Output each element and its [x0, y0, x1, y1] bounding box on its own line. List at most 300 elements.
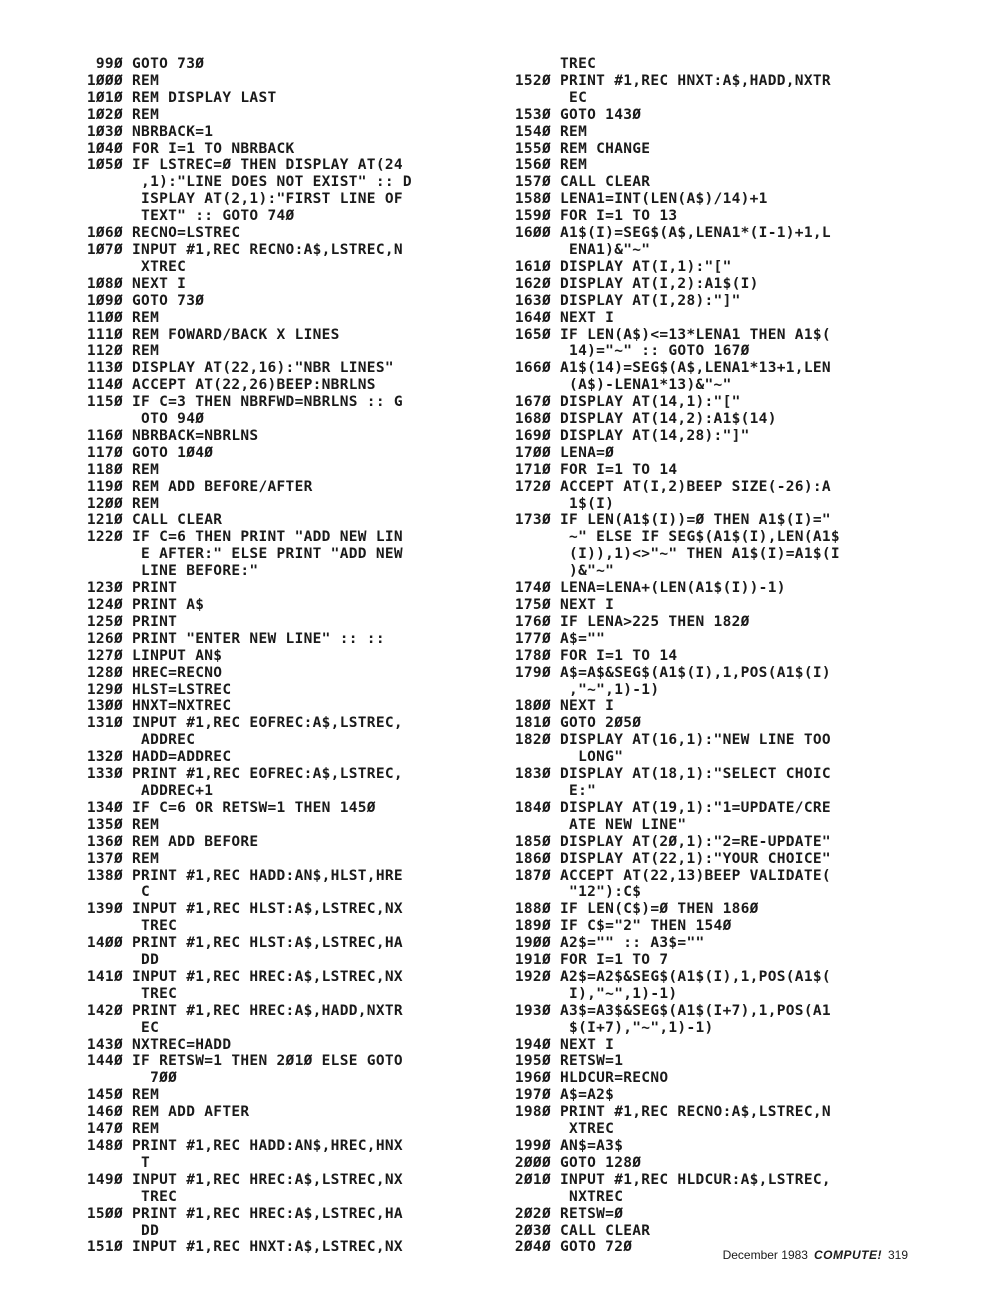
statement-text: PRINT #1,REC HADD:AN$,HLST,HRE — [123, 867, 403, 884]
code-line — [66, 512, 478, 529]
statement-text: REM — [123, 816, 160, 833]
code-line — [494, 107, 914, 124]
code-line-continuation — [66, 563, 478, 580]
statement-text: E:" — [551, 782, 597, 799]
code-line — [66, 631, 478, 648]
statement-text: ACCEPT AT(22,13)BEEP VALIDATE( — [551, 867, 831, 884]
code-line — [494, 665, 914, 682]
line-number: 199Ø — [514, 1138, 551, 1154]
line-number: 126Ø — [86, 630, 123, 647]
code-line — [494, 411, 914, 428]
statement-text: IF LEN(A$)<=13*LENA1 THEN A1$( — [551, 326, 831, 343]
statement-text: A2$=A2$&SEG$(A1$(I),1,POS(A1$( — [551, 968, 831, 985]
line-number: 162Ø — [514, 275, 551, 292]
line-number: 11ØØ — [86, 309, 123, 326]
line-number: 118Ø — [86, 461, 123, 478]
statement-text: IF RETSW=1 THEN 2Ø1Ø ELSE GOTO — [123, 1053, 403, 1070]
line-number: 197Ø — [514, 1087, 551, 1104]
statement-text: DISPLAY AT(I,2):A1$(I) — [551, 275, 759, 292]
code-line — [494, 394, 914, 411]
code-line — [494, 715, 914, 732]
statement-text: RETSW=Ø — [551, 1205, 624, 1222]
code-line — [66, 648, 478, 665]
code-line-continuation — [494, 242, 914, 259]
code-line — [494, 1172, 914, 1189]
code-line — [66, 293, 478, 310]
listing-column-left — [66, 56, 478, 1256]
code-line — [66, 868, 478, 885]
line-number: 193Ø — [514, 1002, 551, 1019]
line-number: 147Ø — [86, 1121, 123, 1138]
line-number: 158Ø — [514, 191, 551, 208]
code-line — [494, 952, 914, 969]
code-line-continuation — [494, 343, 914, 360]
statement-text: LINPUT AN$ — [123, 647, 223, 664]
code-line — [494, 225, 914, 242]
code-line — [494, 1155, 914, 1172]
line-number — [494, 90, 551, 107]
code-line — [494, 157, 914, 174]
code-line — [66, 479, 478, 496]
code-line — [494, 1087, 914, 1104]
code-line — [66, 935, 478, 952]
statement-text: NXTREC=HADD — [123, 1036, 232, 1053]
code-line — [494, 360, 914, 377]
line-number: 12ØØ — [86, 495, 123, 512]
statement-text: PRINT "ENTER NEW LINE" :: :: — [123, 630, 385, 647]
line-number: 159Ø — [514, 208, 551, 225]
line-number: 146Ø — [86, 1104, 123, 1121]
line-number: 112Ø — [86, 343, 123, 360]
statement-text: ,"~",1)-1) — [551, 681, 660, 698]
statement-text: PRINT #1,REC EOFREC:A$,LSTREC, — [123, 766, 403, 783]
code-line — [494, 1223, 914, 1240]
line-number — [494, 242, 551, 259]
statement-text: I),"~",1)-1) — [551, 985, 678, 1002]
statement-text: NEXT I — [551, 597, 615, 613]
code-line — [494, 1053, 914, 1070]
code-line — [494, 851, 914, 868]
statement-text: XTREC — [551, 1121, 615, 1138]
statement-text: REM — [123, 850, 160, 867]
statement-text: PRINT — [123, 613, 178, 630]
code-line — [494, 445, 914, 462]
code-line — [66, 343, 478, 360]
statement-text: EC — [551, 89, 588, 106]
statement-text: TREC — [123, 985, 178, 1002]
line-number: 119Ø — [86, 478, 123, 495]
code-line-continuation — [494, 1121, 914, 1138]
statement-text: A$=A2$ — [551, 1087, 615, 1104]
statement-text: LONG" — [551, 749, 624, 766]
code-line — [66, 851, 478, 868]
code-line — [494, 479, 914, 496]
line-number: 131Ø — [86, 715, 123, 732]
statement-text: A$="" — [551, 630, 606, 647]
line-number: 135Ø — [86, 816, 123, 833]
line-number — [494, 1189, 551, 1206]
statement-text: CALL CLEAR — [551, 174, 651, 191]
code-line-continuation — [66, 732, 478, 749]
statement-text: REM — [123, 1121, 160, 1138]
statement-text: TREC — [551, 56, 597, 72]
code-line-continuation — [66, 1070, 478, 1087]
statement-text: IF C=3 THEN NBRFWD=NBRLNS :: G — [123, 394, 403, 411]
code-line-continuation — [66, 546, 478, 563]
line-number: 1Ø7Ø — [86, 241, 123, 258]
code-line — [494, 174, 914, 191]
line-number: 143Ø — [86, 1036, 123, 1053]
statement-text: FOR I=1 TO 7 — [551, 952, 669, 969]
line-number — [66, 208, 123, 225]
line-number: 194Ø — [514, 1036, 551, 1053]
statement-text: REM — [123, 72, 160, 89]
statement-text: ADDREC+1 — [123, 782, 214, 799]
statement-text: GOTO 73Ø — [123, 292, 205, 309]
line-number: 1ØØØ — [86, 72, 123, 89]
statement-text: REM — [123, 106, 160, 123]
code-line — [66, 614, 478, 631]
statement-text: NEXT I — [123, 275, 187, 292]
code-line — [494, 1037, 914, 1054]
statement-text: $(I+7),"~",1)-1) — [551, 1019, 714, 1036]
line-number — [66, 783, 123, 800]
line-number — [494, 546, 551, 563]
statement-text: DISPLAY AT(14,2):A1$(14) — [551, 411, 777, 428]
line-number — [66, 1070, 123, 1087]
line-number — [66, 1189, 123, 1206]
statement-text: GOTO 143Ø — [551, 106, 642, 123]
line-number: 142Ø — [86, 1002, 123, 1019]
line-number — [66, 1223, 123, 1240]
code-line — [494, 1070, 914, 1087]
statement-text: DISPLAY AT(18,1):"SELECT CHOIC — [551, 766, 831, 783]
statement-text: IF LEN(A1$(I))=Ø THEN A1$(I)=" — [551, 512, 831, 529]
line-number: 1Ø9Ø — [86, 292, 123, 309]
code-line — [66, 1104, 478, 1121]
code-line-continuation — [66, 1020, 478, 1037]
statement-text: ENA1)&"~" — [551, 241, 651, 258]
code-line-continuation — [494, 529, 914, 546]
line-number: 111Ø — [86, 326, 123, 343]
statement-text: C — [123, 884, 151, 901]
code-line — [66, 1138, 478, 1155]
line-number: 2Ø2Ø — [514, 1205, 551, 1222]
line-number: 173Ø — [514, 512, 551, 529]
statement-text: REM ADD BEFORE/AFTER — [123, 478, 313, 495]
code-line — [66, 969, 478, 986]
line-number: 179Ø — [514, 664, 551, 681]
statement-text: REM — [123, 343, 160, 360]
statement-text: PRINT A$ — [123, 597, 205, 613]
statement-text: T — [123, 1154, 151, 1171]
statement-text: A2$="" :: A3$="" — [551, 935, 705, 952]
statement-text: INPUT #1,REC HLST:A$,LSTREC,NX — [123, 901, 403, 918]
code-line — [494, 800, 914, 817]
code-line — [66, 496, 478, 513]
code-line-continuation — [66, 918, 478, 935]
code-line — [494, 512, 914, 529]
line-number: 136Ø — [86, 833, 123, 850]
statement-text: CALL CLEAR — [551, 1222, 651, 1239]
line-number: 178Ø — [514, 647, 551, 664]
statement-text: PRINT #1,REC HREC:A$,HADD,NXTR — [123, 1002, 403, 1019]
listing-column-right — [494, 56, 914, 1256]
code-line — [66, 90, 478, 107]
statement-text: INPUT #1,REC HREC:A$,LSTREC,NX — [123, 968, 403, 985]
line-number: 1Ø2Ø — [86, 106, 123, 123]
code-line — [66, 580, 478, 597]
code-line — [494, 293, 914, 310]
code-line-continuation — [66, 191, 478, 208]
statement-text: DISPLAY AT(22,16):"NBR LINES" — [123, 360, 394, 377]
line-number: 2Ø1Ø — [514, 1171, 551, 1188]
statement-text: AN$=A3$ — [551, 1138, 624, 1154]
line-number: 192Ø — [514, 968, 551, 985]
line-number: 185Ø — [514, 833, 551, 850]
line-number: 122Ø — [86, 529, 123, 546]
code-line — [66, 276, 478, 293]
line-number: 113Ø — [86, 360, 123, 377]
line-number — [494, 986, 551, 1003]
code-line — [66, 107, 478, 124]
code-line — [494, 732, 914, 749]
statement-text: PRINT #1,REC HNXT:A$,HADD,NXTR — [551, 72, 831, 89]
code-line — [494, 259, 914, 276]
line-number: 1Ø3Ø — [86, 123, 123, 140]
line-number: 165Ø — [514, 326, 551, 343]
line-number: 138Ø — [86, 867, 123, 884]
code-line — [66, 1206, 478, 1223]
statement-text: 14)="~" :: GOTO 167Ø — [551, 343, 750, 360]
line-number: 155Ø — [514, 140, 551, 157]
statement-text: REM CHANGE — [551, 140, 651, 157]
statement-text: ACCEPT AT(22,26)BEEP:NBRLNS — [123, 377, 376, 394]
code-line — [66, 377, 478, 394]
code-line — [494, 1003, 914, 1020]
statement-text: NXTREC — [551, 1188, 624, 1205]
line-number — [494, 56, 551, 73]
line-number: 177Ø — [514, 630, 551, 647]
code-line — [66, 1172, 478, 1189]
statement-text: PRINT #1,REC HREC:A$,LSTREC,HA — [123, 1205, 403, 1222]
code-line — [494, 935, 914, 952]
code-line — [494, 56, 914, 73]
statement-text: HADD=ADDREC — [123, 749, 232, 766]
line-number: 117Ø — [86, 444, 123, 461]
code-line — [66, 1121, 478, 1138]
line-number — [66, 1155, 123, 1172]
line-number: 172Ø — [514, 478, 551, 495]
statement-text: )&"~" — [551, 563, 615, 580]
code-line — [494, 208, 914, 225]
code-line-continuation — [494, 563, 914, 580]
code-line — [494, 766, 914, 783]
statement-text: HLST=LSTREC — [123, 681, 232, 698]
code-line — [66, 1037, 478, 1054]
code-line — [66, 834, 478, 851]
line-number — [494, 783, 551, 800]
statement-text: REM — [551, 157, 588, 174]
statement-text: "12"):C$ — [551, 884, 642, 901]
line-number: 123Ø — [86, 580, 123, 597]
statement-text: ACCEPT AT(I,2)BEEP SIZE(-26):A — [551, 478, 831, 495]
statement-text: NEXT I — [551, 1036, 615, 1053]
statement-text: REM ADD BEFORE — [123, 833, 259, 850]
statement-text: A1$(14)=SEG$(A$,LENA1*13+1,LEN — [551, 360, 831, 377]
statement-text: FOR I=1 TO 14 — [551, 461, 678, 478]
line-number — [494, 1020, 551, 1037]
statement-text: GOTO 72Ø — [551, 1239, 633, 1256]
line-number: 133Ø — [86, 766, 123, 783]
statement-text: PRINT #1,REC HADD:AN$,HREC,HNX — [123, 1138, 403, 1154]
line-number: 169Ø — [514, 427, 551, 444]
page-footer — [723, 1248, 908, 1262]
code-line — [494, 124, 914, 141]
line-number — [494, 563, 551, 580]
line-number — [494, 496, 551, 513]
line-number: 114Ø — [86, 377, 123, 394]
statement-text: FOR I=1 TO 13 — [551, 208, 678, 225]
statement-text: INPUT #1,REC RECNO:A$,LSTREC,N — [123, 241, 403, 258]
statement-text: DISPLAY AT(16,1):"NEW LINE TOO — [551, 732, 831, 749]
line-number — [494, 682, 551, 699]
code-line — [66, 800, 478, 817]
statement-text: DD — [123, 1222, 160, 1239]
code-line-continuation — [66, 411, 478, 428]
line-number: 19ØØ — [514, 935, 551, 952]
statement-text: NBRBACK=1 — [123, 123, 214, 140]
code-line — [494, 834, 914, 851]
line-number: 183Ø — [514, 766, 551, 783]
code-line — [66, 225, 478, 242]
line-number: 144Ø — [86, 1053, 123, 1070]
code-line-continuation — [66, 952, 478, 969]
statement-text: PRINT #1,REC RECNO:A$,LSTREC,N — [551, 1104, 831, 1121]
code-line — [494, 580, 914, 597]
code-line — [66, 360, 478, 377]
statement-text: A1$(I)=SEG$(A$,LENA1*(I-1)+1,L — [551, 225, 831, 242]
line-number: 127Ø — [86, 647, 123, 664]
line-number: 2Ø3Ø — [514, 1222, 551, 1239]
line-number — [66, 546, 123, 563]
line-number: 149Ø — [86, 1171, 123, 1188]
code-line-continuation — [494, 682, 914, 699]
statement-text: GOTO 2Ø5Ø — [551, 715, 642, 732]
line-number: 115Ø — [86, 394, 123, 411]
line-number: 163Ø — [514, 292, 551, 309]
code-line — [66, 665, 478, 682]
line-number — [66, 259, 123, 276]
code-line-continuation — [494, 884, 914, 901]
code-line — [66, 462, 478, 479]
statement-text: FOR I=1 TO 14 — [551, 647, 678, 664]
code-line — [66, 529, 478, 546]
line-number: 189Ø — [514, 918, 551, 935]
code-line — [66, 1053, 478, 1070]
statement-text: XTREC — [123, 258, 187, 275]
statement-text: PRINT #1,REC HLST:A$,LSTREC,HA — [123, 935, 403, 952]
code-line-continuation — [66, 783, 478, 800]
code-line — [66, 327, 478, 344]
line-number: 174Ø — [514, 580, 551, 597]
line-number: 151Ø — [86, 1239, 123, 1256]
statement-text: HNXT=NXTREC — [123, 698, 232, 715]
line-number: 157Ø — [514, 174, 551, 191]
line-number: 137Ø — [86, 850, 123, 867]
statement-text: ISPLAY AT(2,1):"FIRST LINE OF — [123, 191, 403, 208]
line-number: 167Ø — [514, 394, 551, 411]
statement-text: 7ØØ — [123, 1070, 178, 1087]
statement-text: ,1):"LINE DOES NOT EXIST" :: D — [123, 174, 412, 191]
code-line-continuation — [66, 884, 478, 901]
statement-text: REM FOWARD/BACK X LINES — [123, 326, 340, 343]
statement-text: ADDREC — [123, 732, 196, 749]
statement-text: GOTO 73Ø — [123, 56, 205, 72]
line-number: 188Ø — [514, 901, 551, 918]
code-line — [494, 276, 914, 293]
page-number: 319 — [887, 1248, 908, 1262]
code-line-continuation — [66, 208, 478, 225]
statement-text: ATE NEW LINE" — [551, 816, 687, 833]
line-number — [66, 563, 123, 580]
code-line — [66, 1239, 478, 1256]
statement-text: (A$)-LENA1*13)&"~" — [551, 377, 732, 394]
statement-text: EC — [123, 1019, 160, 1036]
line-number: 132Ø — [86, 749, 123, 766]
code-line — [494, 1104, 914, 1121]
line-number: 176Ø — [514, 613, 551, 630]
code-line — [494, 141, 914, 158]
code-line-continuation — [494, 986, 914, 1003]
line-number — [494, 1121, 551, 1138]
statement-text: TREC — [123, 918, 178, 935]
line-number: 195Ø — [514, 1053, 551, 1070]
code-line-continuation — [494, 1020, 914, 1037]
statement-text: REM — [123, 495, 160, 512]
line-number: 116Ø — [86, 427, 123, 444]
line-number: 186Ø — [514, 850, 551, 867]
code-line — [494, 1206, 914, 1223]
statement-text: NEXT I — [551, 698, 615, 715]
statement-text: NBRBACK=NBRLNS — [123, 427, 259, 444]
code-line-continuation — [494, 817, 914, 834]
code-line — [66, 157, 478, 174]
line-number: 124Ø — [86, 597, 123, 613]
statement-text: A$=A$&SEG$(A1$(I),1,POS(A1$(I) — [551, 664, 831, 681]
statement-text: REM DISPLAY LAST — [123, 89, 277, 106]
statement-text: INPUT #1,REC HNXT:A$,LSTREC,NX — [123, 1239, 403, 1256]
statement-text: IF C$="2" THEN 154Ø — [551, 918, 732, 935]
line-number: 154Ø — [514, 123, 551, 140]
statement-text: 1$(I) — [551, 495, 615, 512]
statement-text: E AFTER:" ELSE PRINT "ADD NEW — [123, 546, 403, 563]
statement-text: DISPLAY AT(14,28):"]" — [551, 427, 750, 444]
statement-text: DISPLAY AT(I,28):"]" — [551, 292, 741, 309]
statement-text: REM ADD AFTER — [123, 1104, 250, 1121]
line-number: 139Ø — [86, 901, 123, 918]
statement-text: DISPLAY AT(14,1):"[" — [551, 394, 741, 411]
line-number: 134Ø — [86, 799, 123, 816]
line-number: 184Ø — [514, 799, 551, 816]
statement-text: DD — [123, 952, 160, 969]
code-line — [494, 597, 914, 614]
statement-text: IF LSTREC=Ø THEN DISPLAY AT(24 — [123, 157, 403, 174]
line-number: 2Ø4Ø — [514, 1239, 551, 1256]
statement-text: LENA1=INT(LEN(A$)/14)+1 — [551, 191, 768, 208]
statement-text: REM — [123, 309, 160, 326]
statement-text: RETSW=1 — [551, 1053, 624, 1070]
